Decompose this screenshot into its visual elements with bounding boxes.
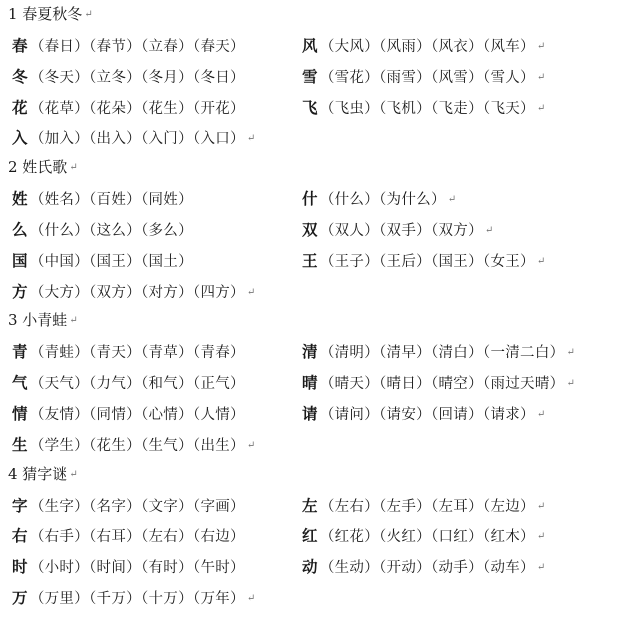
- word-list: （什么）（为什么）: [319, 192, 446, 209]
- word-list: （小时）（时间）（有时）（午时）: [29, 560, 245, 577]
- vocab-entry-right: [302, 400, 546, 428]
- head-character: 右: [12, 526, 28, 546]
- word-list: （天气）（力气）（和气）（正气）: [29, 376, 245, 393]
- head-character: 气: [12, 373, 28, 393]
- vocab-entry-left: [12, 124, 256, 152]
- vocab-entry-right: [302, 185, 456, 213]
- head-character: 入: [12, 128, 28, 148]
- return-mark-icon: ↵: [536, 102, 546, 114]
- head-character: 生: [12, 434, 28, 454]
- vocab-row: [0, 124, 640, 152]
- head-character: 青: [12, 342, 28, 362]
- head-character: 字: [12, 495, 28, 515]
- section-title: [8, 462, 78, 486]
- word-list: （什么）（这么）（多么）: [29, 223, 193, 239]
- vocab-row: [0, 338, 640, 366]
- return-mark-icon: ↵: [246, 439, 256, 451]
- head-character: 动: [302, 557, 318, 577]
- vocab-entry-left: [12, 94, 245, 122]
- vocab-row: [0, 216, 640, 244]
- vocab-entry-left: [12, 32, 245, 60]
- return-mark-icon: ↵: [69, 468, 78, 480]
- return-mark-icon: ↵: [536, 255, 546, 267]
- section-title: [8, 2, 93, 26]
- head-character: 雪: [302, 66, 318, 86]
- word-list: （飞虫）（飞机）（飞走）（飞天）: [319, 100, 535, 117]
- vocab-entry-left: [12, 216, 193, 244]
- word-list: （青蛙）（青天）（青草）（青春）: [29, 345, 245, 362]
- vocab-entry-left: [12, 247, 193, 275]
- vocab-entry-right: [302, 522, 546, 550]
- return-mark-icon: ↵: [246, 133, 256, 145]
- word-list: （生动）（开动）（动手）（动车）: [319, 560, 535, 577]
- vocab-entry-left: [12, 431, 256, 459]
- vocab-entry-left: [12, 400, 245, 428]
- return-mark-icon: ↵: [536, 500, 546, 512]
- vocab-entry-left: [12, 553, 245, 581]
- return-mark-icon: ↵: [536, 409, 546, 420]
- return-mark-icon: ↵: [536, 71, 546, 83]
- return-mark-icon: ↵: [246, 593, 256, 604]
- return-mark-icon: ↵: [246, 286, 256, 298]
- head-character: 春: [12, 36, 28, 55]
- head-character: 请: [302, 404, 318, 423]
- vocab-entry-right: [302, 338, 575, 366]
- return-mark-icon: ↵: [447, 194, 457, 206]
- head-character: 国: [12, 250, 28, 270]
- head-character: 飞: [302, 97, 318, 117]
- vocab-row: [0, 400, 640, 428]
- vocab-row: [0, 94, 640, 122]
- vocab-row: [0, 431, 640, 459]
- word-list: （王子）（王后）（国王）（女王）: [319, 253, 535, 270]
- head-character: 情: [12, 404, 28, 423]
- vocab-entry-left: [12, 492, 245, 520]
- head-character: 方: [12, 281, 28, 301]
- vocab-entry-right: [302, 94, 546, 122]
- vocab-row: [0, 553, 640, 581]
- vocab-entry-left: [12, 522, 245, 550]
- word-list: （双人）（双手）（双方）: [319, 223, 483, 239]
- vocab-entry-right: [302, 369, 575, 397]
- vocab-entry-left: [12, 185, 193, 213]
- vocab-entry-left: [12, 63, 245, 91]
- head-character: 清: [302, 342, 318, 362]
- head-character: 红: [302, 526, 318, 546]
- vocab-entry-right: [302, 32, 546, 60]
- word-list: （大风）（风雨）（风衣）（风车）: [319, 39, 535, 55]
- head-character: 王: [302, 250, 318, 270]
- word-list: （万里）（千万）（十万）（万年）: [29, 591, 245, 607]
- return-mark-icon: ↵: [69, 162, 78, 174]
- head-character: 万: [12, 588, 28, 607]
- word-list: （大方）（双方）（对方）（四方）: [29, 284, 245, 301]
- head-character: 什: [302, 189, 318, 209]
- word-list: （冬天）（立冬）（冬月）（冬日）: [29, 69, 245, 86]
- head-character: 风: [302, 36, 318, 55]
- vocab-row: [0, 247, 640, 275]
- head-character: 双: [302, 220, 318, 239]
- section-title: [8, 308, 78, 332]
- return-mark-icon: ↵: [84, 9, 93, 20]
- word-list: （左右）（左手）（左耳）（左边）: [319, 498, 535, 515]
- head-character: 姓: [12, 189, 28, 209]
- head-character: 花: [12, 97, 28, 117]
- vocab-entry-right: [302, 492, 546, 520]
- word-list: （右手）（右耳）（左右）（右边）: [29, 529, 245, 546]
- section-title-text: 1 春夏秋冬: [8, 5, 83, 23]
- word-list: （雪花）（雨雪）（风雪）（雪人）: [319, 69, 535, 86]
- vocab-entry-right: [302, 216, 494, 244]
- head-character: 时: [12, 557, 28, 577]
- head-character: 么: [12, 220, 28, 239]
- section-title-text: 2 姓氏歌: [8, 158, 68, 177]
- vocab-entry-left: [12, 338, 245, 366]
- word-list: （请问）（请安）（回请）（请求）: [319, 407, 535, 423]
- word-list: （红花）（火红）（口红）（红木）: [319, 529, 535, 546]
- word-list: （生字）（名字）（文字）（字画）: [29, 498, 245, 515]
- vocab-entry-left: [12, 278, 256, 306]
- vocab-row: [0, 185, 640, 213]
- vocab-row: [0, 278, 640, 306]
- return-mark-icon: ↵: [536, 562, 546, 574]
- word-list: （学生）（花生）（生气）（出生）: [29, 437, 245, 454]
- vocab-row: [0, 369, 640, 397]
- return-mark-icon: ↵: [566, 347, 576, 359]
- vocab-row: [0, 584, 640, 612]
- vocab-entry-right: [302, 247, 546, 275]
- vocab-row: [0, 492, 640, 520]
- vocab-row: [0, 32, 640, 60]
- word-list: （花草）（花朵）（花生）（开花）: [29, 100, 245, 117]
- vocab-row: [0, 63, 640, 91]
- vocab-entry-left: [12, 369, 245, 397]
- word-list: （友情）（同情）（心情）（人情）: [29, 407, 245, 423]
- head-character: 左: [302, 495, 318, 515]
- return-mark-icon: ↵: [566, 378, 576, 390]
- section-title-text: 3 小青蛙: [8, 311, 68, 330]
- word-list: （姓名）（百姓）（同姓）: [29, 192, 193, 209]
- head-character: 冬: [12, 66, 28, 86]
- return-mark-icon: ↵: [536, 41, 546, 52]
- return-mark-icon: ↵: [69, 315, 78, 327]
- vocab-row: [0, 522, 640, 550]
- section-title-text: 4 猜字谜: [8, 464, 68, 483]
- word-list: （中国）（国王）（国土）: [29, 253, 193, 270]
- head-character: 晴: [302, 373, 318, 393]
- return-mark-icon: ↵: [484, 225, 494, 236]
- word-list: （加入）（出入）（入门）（入口）: [29, 131, 245, 148]
- return-mark-icon: ↵: [536, 531, 546, 543]
- word-list: （春日）（春节）（立春）（春天）: [29, 39, 245, 55]
- vocab-entry-right: [302, 553, 546, 581]
- word-list: （清明）（清早）（清白）（一清二白）: [319, 345, 565, 362]
- word-list: （晴天）（晴日）（晴空）（雨过天晴）: [319, 376, 565, 393]
- vocab-entry-left: [12, 584, 256, 612]
- section-title: [8, 155, 78, 179]
- vocab-entry-right: [302, 63, 546, 91]
